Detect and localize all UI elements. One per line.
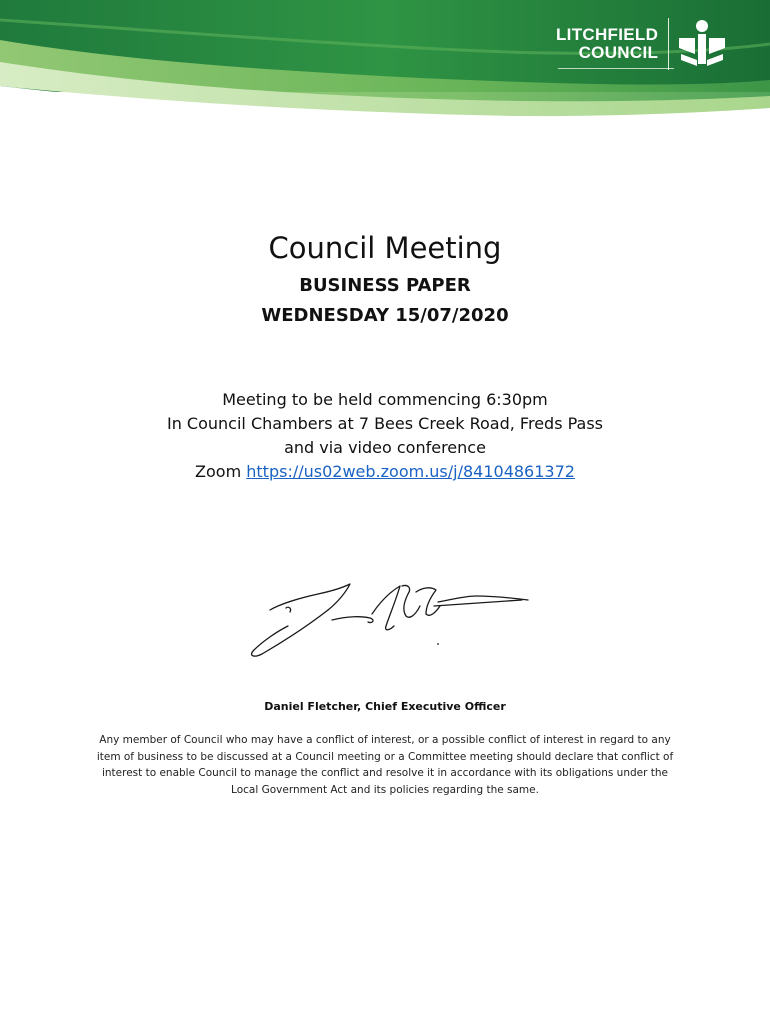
meeting-details [0,388,770,484]
meeting-location-line: In Council Chambers at 7 Bees Creek Road, Freds Pass [166,414,604,433]
document-subtitle: BUSINESS PAPER [299,275,471,296]
council-logo [556,14,727,74]
zoom-line [0,460,770,484]
zoom-label: Zoom [195,462,242,481]
logo-underline [558,68,674,69]
document-title: Council Meeting [268,231,502,265]
council-emblem-icon [677,18,727,70]
title-block [0,228,770,330]
logo-divider [668,18,669,70]
signer-name: Daniel Fletcher, Chief Executive Officer [264,700,506,713]
meeting-time-line: Meeting to be held commencing 6:30pm [222,390,548,409]
logo-line-2: COUNCIL [578,43,659,62]
meeting-date: WEDNESDAY 15/07/2020 [261,305,509,326]
logo-wordmark [556,26,668,62]
conflict-of-interest-notice: Any member of Council who may have a conflict of interest, or a possible conflict of interest in regard to any item of business to be discussed at a Council meeting or a Committee meeting should declare that conflict of interest to enable Council to manage the conflict and resolve it in accordance with its obligations under the Local Government Act and its policies regarding the same. [96,734,674,796]
signature-image [240,570,540,660]
meeting-video-line: and via video conference [284,438,486,457]
zoom-link[interactable]: https://us02web.zoom.us/j/84104861372 [246,462,575,481]
logo-line-1: LITCHFIELD [556,25,659,44]
